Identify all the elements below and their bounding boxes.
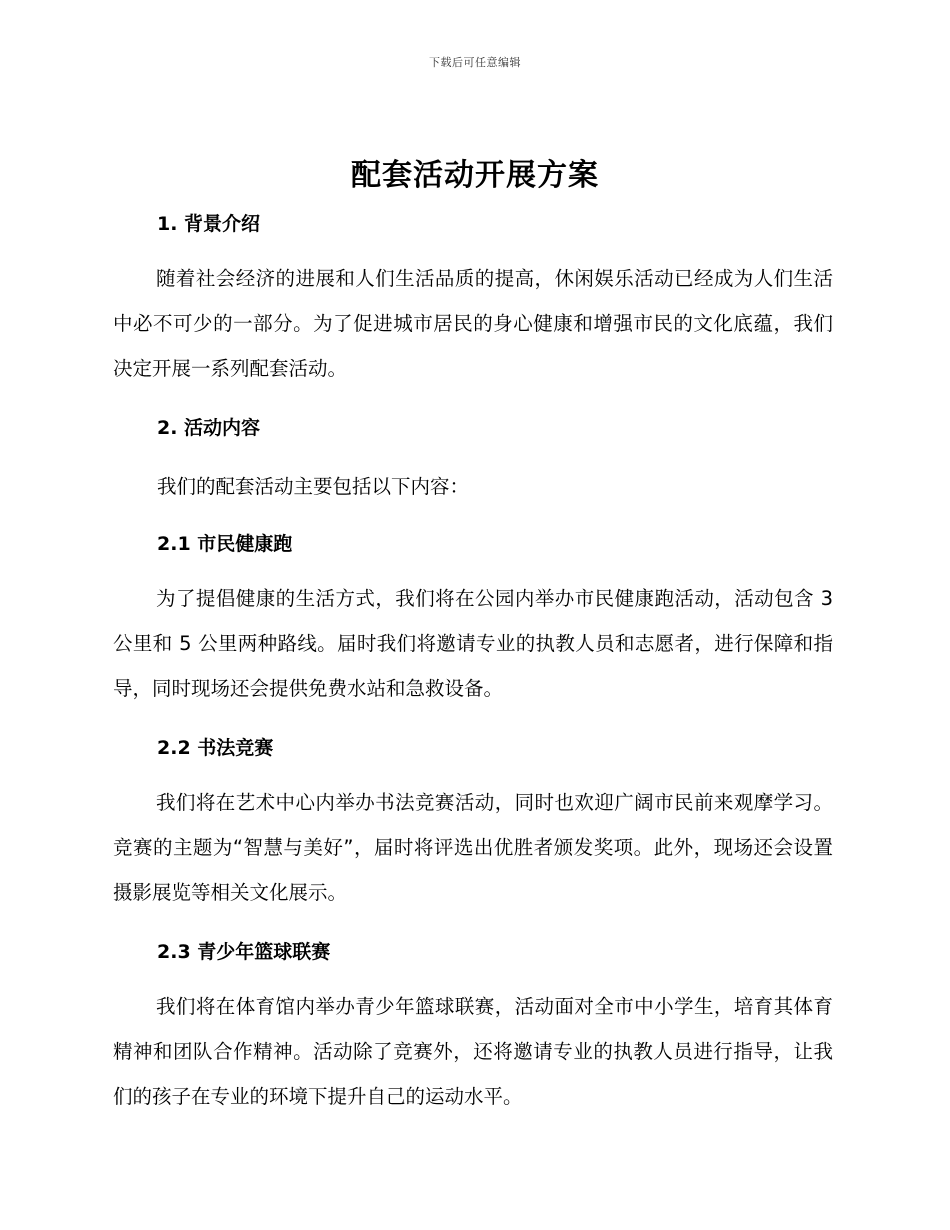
section-heading-basketball: 2.3 青少年篮球联赛 [157, 941, 331, 963]
section-heading-activities: 2. 活动内容 [157, 417, 261, 439]
section-heading-health-run: 2.1 市民健康跑 [157, 533, 293, 555]
section-paragraph-basketball: 我们将在体育馆内举办青少年篮球联赛，活动面对全市中小学生，培育其体育精神和团队合作精神。活动除了竞赛外，还将邀请专业的执教人员进行指导，让我们的孩子在专业的环境下提升自己的运动水平。 [113, 995, 833, 1108]
section-heading-calligraphy: 2.2 书法竞赛 [157, 737, 274, 759]
section-paragraph-background: 随着社会经济的进展和人们生活品质的提高，休闲娱乐活动已经成为人们生活中必不可少的一部分。为了促进城市居民的身心健康和增强市民的文化底蕴，我们决定开展一系列配套活动。 [113, 267, 833, 380]
page-header: 下载后可任意编辑 [429, 56, 521, 69]
section-paragraph-calligraphy: 我们将在艺术中心内举办书法竞赛活动，同时也欢迎广阔市民前来观摩学习。竞赛的主题为“智慧与美好”，届时将评选出优胜者颁发奖项。此外，现场还会设置摄影展览等相关文化展示。 [113, 791, 833, 904]
section-paragraph-health-run: 为了提倡健康的生活方式，我们将在公园内举办市民健康跑活动，活动包含 3 公里和 5 公里两种路线。届时我们将邀请专业的执教人员和志愿者，进行保障和指导，同时现场还会提供免费水站和急救设备。 [113, 587, 833, 700]
document-title: 配套活动开展方案 [351, 158, 599, 193]
section-paragraph-activities: 我们的配套活动主要包括以下内容： [157, 475, 470, 498]
section-heading-background: 1. 背景介绍 [157, 213, 261, 235]
